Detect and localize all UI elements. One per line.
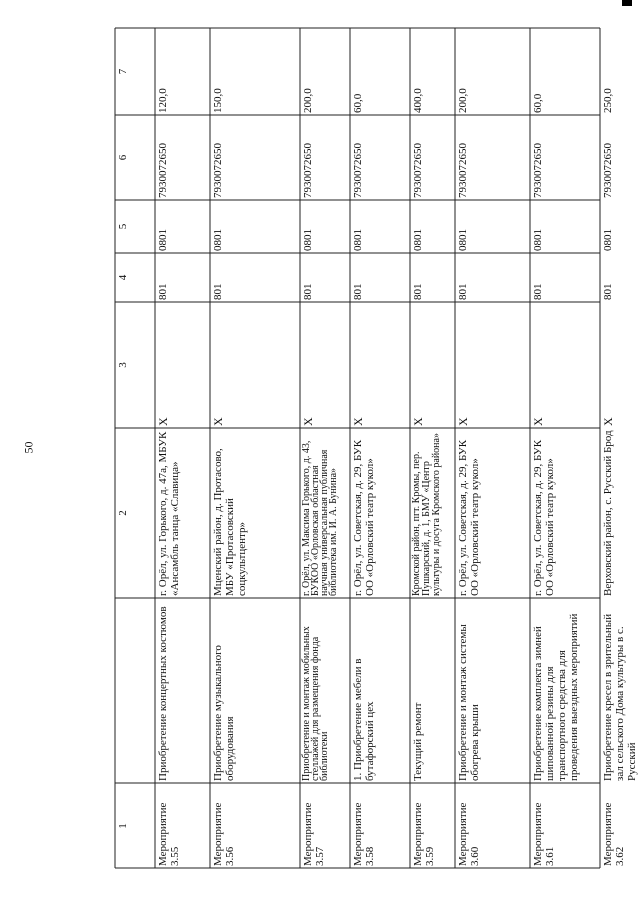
table-row-355-code: 7930072650: [157, 143, 169, 198]
header-col-6: 6: [117, 154, 129, 161]
table-row-357-x: X: [301, 417, 315, 426]
table-row-360-code: 7930072650: [457, 143, 469, 198]
table-row-356-gr: 801: [212, 283, 224, 300]
table-row-357-gr: 801: [302, 283, 314, 300]
header-col-4: 4: [117, 274, 129, 281]
header-col-2: 2: [117, 510, 129, 516]
table-row-361-address: г. Орёл, ул. Советская, д. 29, БУК ОО «Орловский театр кукол»: [532, 439, 556, 596]
table-row-360-address: г. Орёл, ул. Советская, д. 29, БУК ОО «Орловский театр кукол»: [457, 439, 481, 596]
table-row-360-value: 200,0: [457, 88, 469, 113]
table-row-356-description: Приобретение музыкального оборудования: [212, 645, 236, 781]
table-row-362-address: Верховский район, с. Русский Брод: [602, 430, 614, 596]
table-row-355-gr: 801: [157, 283, 169, 300]
table-row-361-section: 0801: [532, 229, 544, 251]
table-row-362-event: Мероприятие 3.62: [602, 802, 626, 866]
table-row-355-value: 120,0: [157, 88, 169, 113]
table-row-361-code: 7930072650: [532, 143, 544, 198]
header-col-7: 7: [117, 68, 129, 75]
table-row-362-section: 0801: [602, 229, 614, 251]
table-row-358-code: 7930072650: [352, 143, 364, 198]
table-row-355-section: 0801: [157, 229, 169, 251]
table-row-362-gr: 801: [602, 283, 614, 300]
table-row-360-gr: 801: [457, 283, 469, 300]
table-row-355-address: г. Орёл, ул. Горького, д. 47а, МБУК «Ансамбль танца «Славица»: [157, 431, 181, 596]
table-row-359-gr: 801: [412, 283, 424, 300]
table-row-356-address: Мценский район, д. Протасово, МБУ «Протасовский соцкультцентр»: [212, 448, 248, 596]
table-row-356-value: 150,0: [212, 88, 224, 113]
table-row-358-x: X: [351, 417, 365, 426]
table-row-357-description: Приобретение и монтаж мобильных стеллажей для размещения фонда библиотеки: [301, 626, 330, 781]
table-row-360-section: 0801: [457, 229, 469, 251]
table-row-359-section: 0801: [412, 229, 424, 251]
table-row-361-description: Приобретение комплекта зимней шипованной резины для транспортного средства для проведения выездных мероприятий: [532, 613, 580, 781]
table-row-362-x: X: [601, 417, 615, 426]
table-row-355-description: Приобретение концертных костюмов: [157, 606, 169, 781]
table-row-362-description: Приобретение кресел в зрительный зал сельского Дома культуры в с. Русский: [602, 613, 638, 781]
table-row-357-section: 0801: [302, 229, 314, 251]
header-col-5: 5: [117, 223, 129, 230]
table-row-359-x: X: [411, 417, 425, 426]
table-row-356-section: 0801: [212, 229, 224, 251]
table-row-357-event: Мероприятие 3.57: [302, 802, 326, 866]
table-row-361-value: 60,0: [532, 93, 544, 113]
table-row-357-code: 7930072650: [302, 143, 314, 198]
table-row-361-event: Мероприятие 3.61: [532, 802, 556, 866]
table-row-360-description: Приобретение и монтаж системы обогрева крыши: [457, 624, 481, 781]
header-col-1-desc: 1: [117, 823, 129, 829]
table-row-358-section: 0801: [352, 229, 364, 251]
table-row-355-x: X: [156, 417, 170, 426]
table-row-359-description: Текущий ремонт: [412, 702, 424, 781]
table-row-358-description: 1. Приобретение мебели в бутафорский цех: [352, 658, 376, 781]
table-row-361-gr: 801: [532, 283, 544, 300]
table-row-361-x: X: [531, 417, 545, 426]
table-row-362-code: 7930072650: [602, 143, 614, 198]
table-row-362-value: 250,0: [602, 88, 614, 113]
table-row-356-x: X: [211, 417, 225, 426]
table-row-358-value: 60,0: [352, 93, 364, 113]
table-row-358-gr: 801: [352, 283, 364, 300]
table-row-359-event: Мероприятие 3.59: [412, 802, 436, 866]
table-row-357-value: 200,0: [302, 88, 314, 113]
header-col-3: 3: [117, 362, 129, 368]
table-row-359-value: 400,0: [412, 88, 424, 113]
table-row-357-address: г. Орёл, ул. Максима Горького, д. 43, БУКОО «Орловская областная научная универсальная публичная библиотека им. И. А. Бунина»: [301, 440, 339, 596]
table-row-359-address: Кромской район, пгт. Кромы, пер. Пушкарский, д. 1, БМУ «Центр культуры и досуга Кромского района»: [411, 433, 442, 596]
table-row-355-event: Мероприятие 3.55: [157, 802, 181, 866]
table-row-356-event: Мероприятие 3.56: [212, 802, 236, 866]
table-row-360-event: Мероприятие 3.60: [457, 802, 481, 866]
table-row-359-code: 7930072650: [412, 143, 424, 198]
table-row-358-address: г. Орёл, ул. Советская, д. 29, БУК ОО «Орловский театр кукол»: [352, 439, 376, 596]
table-row-358-event: Мероприятие 3.58: [352, 802, 376, 866]
table-row-356-code: 7930072650: [212, 143, 224, 198]
page-number: 50: [21, 441, 36, 454]
table-row-360-x: X: [456, 417, 470, 426]
